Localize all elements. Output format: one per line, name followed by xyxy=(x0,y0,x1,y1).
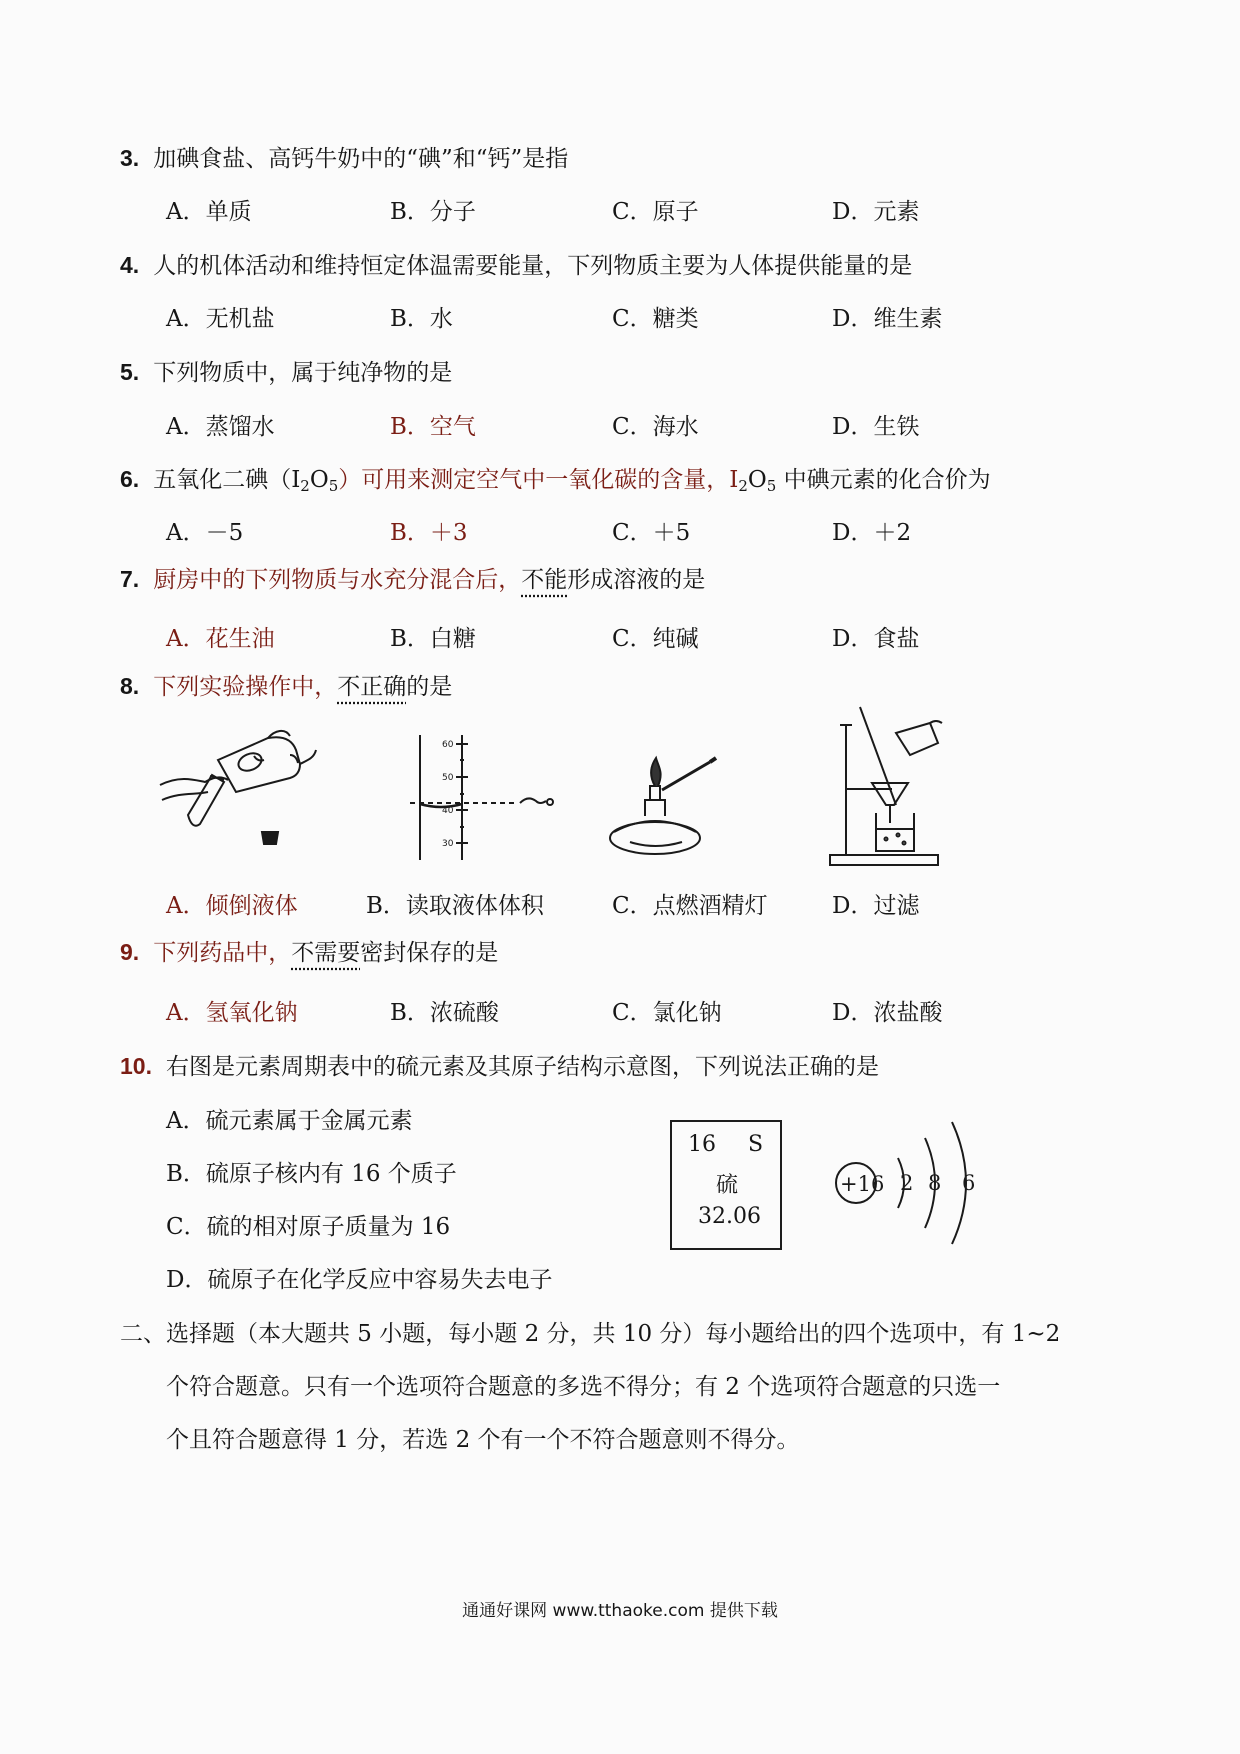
option-a: A．蒸馏水 xyxy=(166,414,275,440)
option-b: B．水 xyxy=(390,306,453,332)
question-number: 8. xyxy=(120,673,140,699)
question-9 xyxy=(120,934,498,967)
option-d: D．元素 xyxy=(832,199,920,225)
option-d: D．＋2 xyxy=(832,520,912,546)
option-c: C．氯化钠 xyxy=(612,1000,722,1026)
option-a: A．单质 xyxy=(166,199,252,225)
option-b: B．分子 xyxy=(390,199,476,225)
question-6 xyxy=(120,461,991,495)
question-stem: 下列药品中，不需要密封保存的是 xyxy=(153,940,499,966)
question-3 xyxy=(120,140,568,173)
question-7 xyxy=(120,561,705,594)
question-number: 9. xyxy=(120,939,140,965)
option-b: B．读取液体体积 xyxy=(366,893,544,919)
question-stem: 右图是元素周期表中的硫元素及其原子结构示意图，下列说法正确的是 xyxy=(165,1054,879,1080)
shell-3-electrons: 6 xyxy=(962,1171,976,1195)
option-d: D．食盐 xyxy=(832,626,920,652)
question-stem: 人的机体活动和维持恒定体温需要能量，下列物质主要为人体提供能量的是 xyxy=(153,253,913,279)
option-a: A．花生油 xyxy=(166,626,275,652)
option-b: B．硫原子核内有 16 个质子 xyxy=(166,1161,457,1187)
shell-2-electrons: 8 xyxy=(928,1171,942,1195)
option-c: C．纯碱 xyxy=(612,626,699,652)
question-5 xyxy=(120,354,452,387)
option-a: A．－5 xyxy=(166,520,244,546)
option-b: B．白糖 xyxy=(390,626,476,652)
question-stem: 加碘食盐、高钙牛奶中的“碘”和“钙”是指 xyxy=(153,146,569,172)
graduated-cylinder-figure xyxy=(400,730,570,865)
option-c: C．原子 xyxy=(612,199,699,225)
option-d: D．浓盐酸 xyxy=(832,1000,943,1026)
question-stem: 五氧化二碘$(I_2O_5)$可用来测定空气中一氧化碳的含量，$I_2O_5$ 中碘元素的化合价为 xyxy=(153,467,991,495)
option-d: D．过滤 xyxy=(832,893,920,919)
option-d: D．硫原子在化学反应中容易失去电子 xyxy=(166,1267,553,1293)
option-d: D．维生素 xyxy=(832,306,943,332)
nucleus-charge: +16 xyxy=(840,1172,885,1196)
tick-label: 40 xyxy=(442,806,454,816)
pouring-liquid-figure xyxy=(150,720,320,860)
option-c: C．糖类 xyxy=(612,306,699,332)
periodic-table-cell xyxy=(670,1120,782,1250)
tick-label: 30 xyxy=(442,839,454,849)
page-footer: 通通好课网 www.tthaoke.com 提供下载 xyxy=(462,1601,778,1621)
tick-label: 60 xyxy=(442,740,454,750)
question-stem: 下列实验操作中，不正确的是 xyxy=(153,674,453,700)
filtration-figure xyxy=(820,705,950,870)
question-number: 3. xyxy=(120,145,140,171)
option-d: D．生铁 xyxy=(832,414,920,440)
option-c: C．海水 xyxy=(612,414,699,440)
question-number: 10. xyxy=(120,1053,152,1079)
tick-label: 50 xyxy=(442,773,454,783)
question-number: 4. xyxy=(120,252,140,278)
option-b: B．空气 xyxy=(390,414,476,440)
section-2-heading: 二、选择题（本大题共 5 小题，每小题 2 分，共 10 分）每小题给出的四个选项中，有 1~2 xyxy=(120,1321,1061,1347)
section-2-instructions-cont: 个且符合题意得 1 分，若选 2 个有一个不符合题意则不得分。 xyxy=(166,1427,800,1453)
question-stem: 下列物质中，属于纯净物的是 xyxy=(153,360,453,386)
option-a: A．氢氧化钠 xyxy=(166,1000,298,1026)
element-symbol: S xyxy=(748,1132,764,1157)
option-a: A．无机盐 xyxy=(166,306,275,332)
option-b: B．＋3 xyxy=(390,520,468,546)
option-c: C．硫的相对原子质量为 16 xyxy=(166,1214,451,1240)
question-4 xyxy=(120,247,912,280)
option-b: B．浓硫酸 xyxy=(390,1000,499,1026)
question-number: 5. xyxy=(120,359,140,385)
element-name: 硫 xyxy=(716,1173,739,1198)
question-8 xyxy=(120,668,452,701)
option-c: C．＋5 xyxy=(612,520,691,546)
question-number: 7. xyxy=(120,566,140,592)
alcohol-lamp-figure xyxy=(600,750,740,865)
section-2-instructions: 个符合题意。只有一个选项符合题意的多选不得分；有 2 个选项符合题意的只选一 xyxy=(166,1374,1001,1400)
atomic-mass: 32.06 xyxy=(698,1204,761,1229)
atomic-number: 16 xyxy=(688,1132,716,1157)
question-number: 6. xyxy=(120,466,140,492)
option-a: A．倾倒液体 xyxy=(166,893,298,919)
question-stem: 厨房中的下列物质与水充分混合后，不能形成溶液的是 xyxy=(153,567,706,593)
question-10 xyxy=(120,1048,879,1081)
shell-1-electrons: 2 xyxy=(900,1171,914,1195)
option-a: A．硫元素属于金属元素 xyxy=(166,1108,413,1134)
option-c: C．点燃酒精灯 xyxy=(612,893,768,919)
atomic-structure-diagram xyxy=(830,1108,1010,1258)
